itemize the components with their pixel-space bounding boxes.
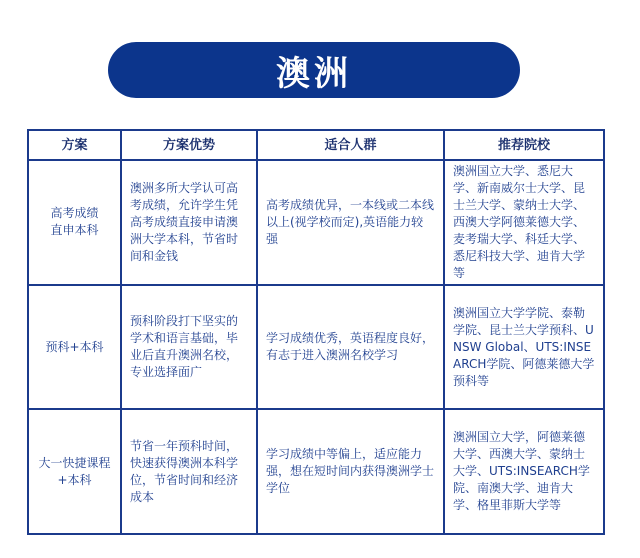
table-header-row (28, 130, 604, 160)
corner-decoration (598, 0, 640, 42)
advantage-cell: 节省一年预科时间，快速获得澳洲本科学位，节省时间和经济成本 (121, 409, 257, 534)
header-audience: 适合人群 (257, 130, 444, 160)
header-schools: 推荐院校 (444, 130, 604, 160)
table-row (28, 285, 604, 410)
advantage-cell: 预科阶段打下坚实的学术和语言基础，毕业后直升澳洲名校，专业选择面广 (121, 285, 257, 410)
comparison-table (27, 129, 605, 535)
plan-cell: 大一快捷课程 +本科 (28, 409, 121, 534)
table-row (28, 409, 604, 534)
schools-cell: 澳洲国立大学学院、泰勒学院、昆士兰大学预科、UNSW Global、UTS:INSEARCH学院、阿德莱德大学预科等 (444, 285, 604, 410)
schools-cell: 澳洲国立大学、悉尼大学、新南威尔士大学、昆士兰大学、蒙纳士大学、西澳大学阿德莱德大学、麦考瑞大学、科廷大学、悉尼科技大学、迪肯大学等 (444, 160, 604, 285)
advantage-cell: 澳洲多所大学认可高考成绩，允许学生凭高考成绩直接申请澳洲大学本科，节省时间和金钱 (121, 160, 257, 285)
schools-cell: 澳洲国立大学，阿德莱德大学、西澳大学、蒙纳士大学、UTS:INSEARCH学院、南澳大学、迪肯大学、格里菲斯大学等 (444, 409, 604, 534)
audience-cell: 学习成绩优秀，英语程度良好，有志于进入澳洲名校学习 (257, 285, 444, 410)
plan-cell: 高考成绩 直申本科 (28, 160, 121, 285)
header-plan: 方案 (28, 130, 121, 160)
audience-cell: 高考成绩优异，一本线或二本线以上(视学校而定),英语能力较强 (257, 160, 444, 285)
header-advantage: 方案优势 (121, 130, 257, 160)
audience-cell: 学习成绩中等偏上，适应能力强，想在短时间内获得澳洲学士学位 (257, 409, 444, 534)
table-row (28, 160, 604, 285)
plan-cell: 预科+本科 (28, 285, 121, 410)
page-title: 澳洲 (108, 42, 520, 98)
